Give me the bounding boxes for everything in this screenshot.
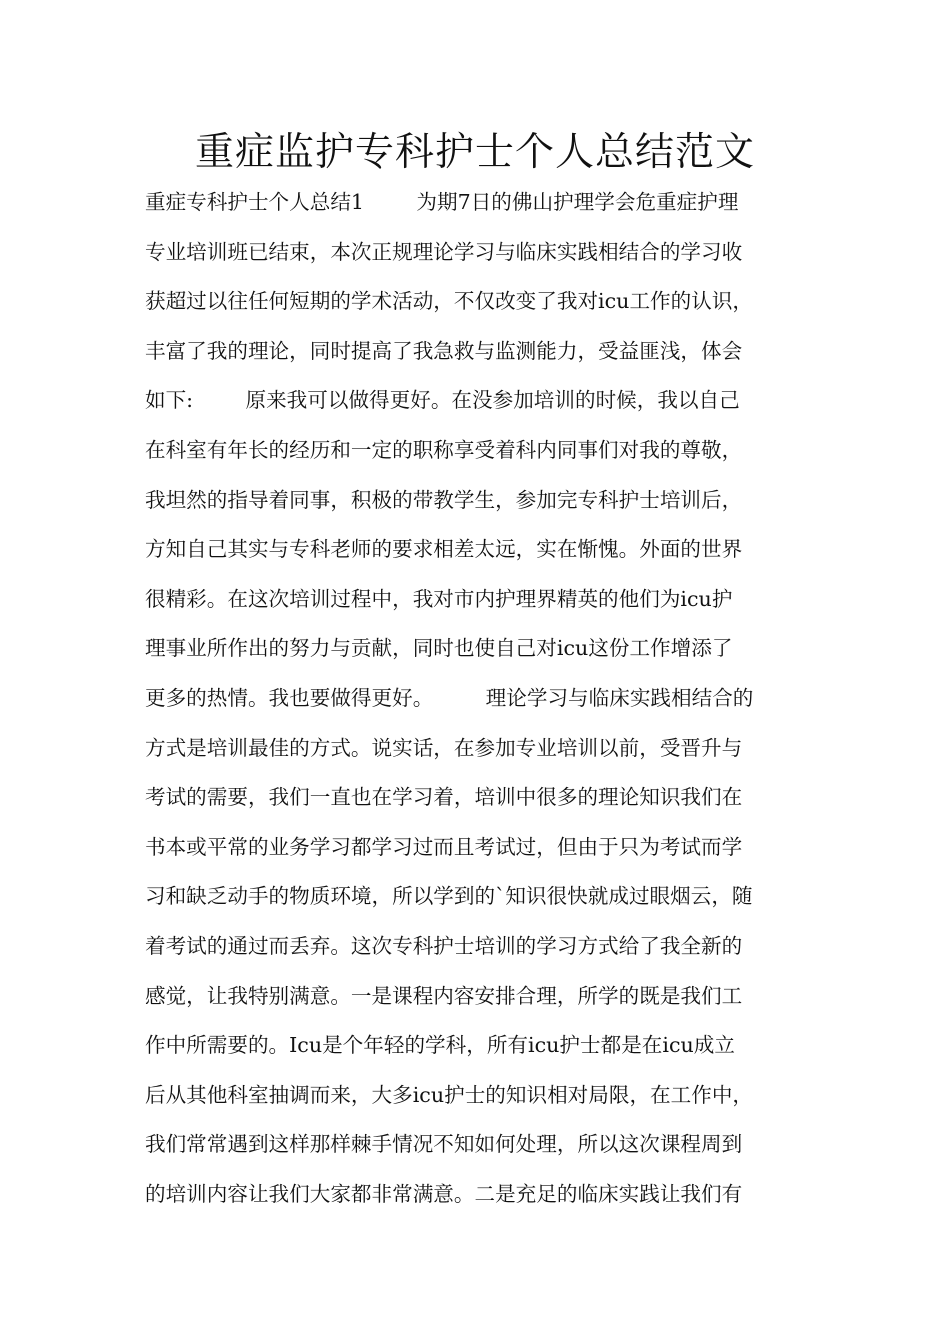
body-line: 在科室有年长的经历和一定的职称享受着科内同事们对我的尊敬， [145, 437, 743, 462]
body-line: 理事业所作出的努力与贡献，同时也使自己对icu这份工作增添了 [145, 636, 733, 661]
body-line: 书本或平常的业务学习都学习过而且考试过，但由于只为考试而学 [145, 834, 743, 859]
body-line: 获超过以往任何短期的学术活动，不仅改变了我对icu工作的认识， [145, 289, 754, 314]
body-line: 的培训内容让我们大家都非常满意。二是充足的临床实践让我们有 [145, 1181, 743, 1206]
body-line: 习和缺乏动手的物质环境，所以学到的`知识很快就成过眼烟云，随 [145, 884, 753, 909]
body-line: 考试的需要，我们一直也在学习着，培训中很多的理论知识我们在 [145, 785, 743, 810]
body-line: 我们常常遇到这样那样棘手情况不知如何处理，所以这次课程周到 [145, 1132, 743, 1157]
body-line: 专业培训班已结束，本次正规理论学习与临床实践相结合的学习收 [145, 239, 743, 264]
body-line: 如下: 原来我可以做得更好。在没参加培训的时候，我以自己 [145, 388, 740, 413]
body-line: 重症专科护士个人总结1 为期7日的佛山护理学会危重症护理 [145, 190, 739, 214]
body-line: 方知自己其实与专科老师的要求相差太远，实在惭愧。外面的世界 [145, 537, 743, 562]
body-line: 很精彩。在这次培训过程中，我对市内护理界精英的他们为icu护 [145, 586, 733, 611]
body-line: 更多的热情。我也要做得更好。 理论学习与临床实践相结合的 [145, 685, 754, 710]
body-line: 着考试的通过而丢弃。这次专科护士培训的学习方式给了我全新的 [145, 933, 743, 958]
body-line: 丰富了我的理论，同时提高了我急救与监测能力，受益匪浅，体会 [145, 338, 743, 363]
body-line: 感觉，让我特别满意。一是课程内容安排合理，所学的既是我们工 [145, 983, 743, 1008]
body-line: 方式是培训最佳的方式。说实话，在参加专业培训以前，受晋升与 [145, 735, 743, 760]
body-line: 作中所需要的。Icu是个年轻的学科，所有icu护士都是在icu成立 [145, 1033, 735, 1058]
body-line: 后从其他科室抽调而来，大多icu护士的知识相对局限，在工作中， [145, 1082, 754, 1107]
body-line: 我坦然的指导着同事，积极的带教学生，参加完专科护士培训后， [145, 487, 743, 512]
document-body [145, 184, 835, 1225]
document-title: 重症监护专科护士个人总结范文 [194, 130, 755, 175]
